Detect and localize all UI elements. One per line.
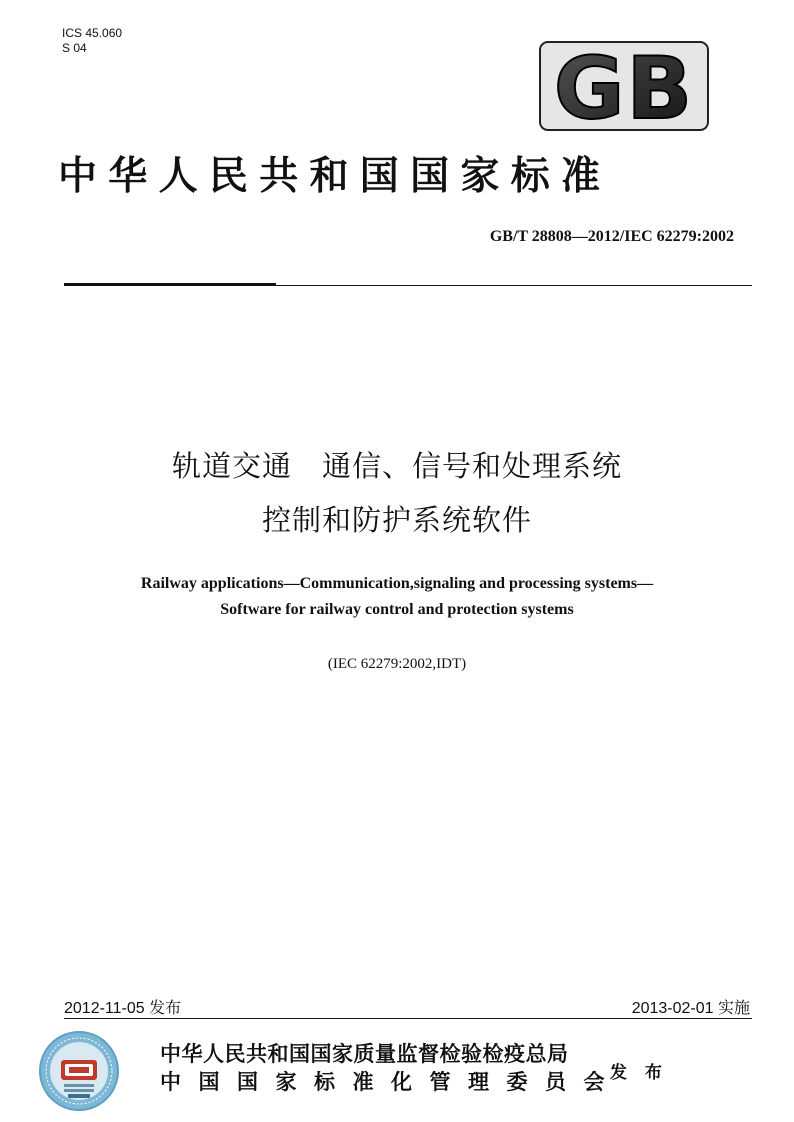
chinese-title-line-1: 轨道交通 通信、信号和处理系统 [171,449,622,483]
standard-number: GB/T 28808—2012/IEC 62279:2002 [489,228,734,245]
ics-code: ICS 45.060 [62,26,123,40]
classification-codes [62,26,122,56]
ccs-code: S 04 [62,41,87,55]
chinese-title-line-2: 控制和防护系统软件 [261,503,532,537]
english-title-line-2: Software for railway control and protection systems [220,601,574,618]
standard-type-title: 中华人民共和国国家标准 [58,154,612,199]
gb-logo [538,40,710,132]
iec-equivalence: (IEC 62279:2002,IDT) [327,656,467,672]
gb-logo-text: GB [553,40,695,132]
footer-divider [64,1018,752,1019]
english-title-line-1: Railway applications—Communication,signaling and processing systems— [140,575,654,592]
implementation-date: 2013-02-01 实施 [631,1000,750,1017]
publish-label: 发 布 [610,1063,668,1083]
anti-counterfeit-seal-icon [38,1030,120,1112]
issue-date: 2012-11-05 发布 [64,1000,182,1017]
issuer-sac: 中国国家标准化管理委员会 [160,1070,622,1094]
issuer-aqsiq: 中华人民共和国国家质量监督检验检疫总局 [160,1042,569,1066]
header-divider [64,285,752,286]
